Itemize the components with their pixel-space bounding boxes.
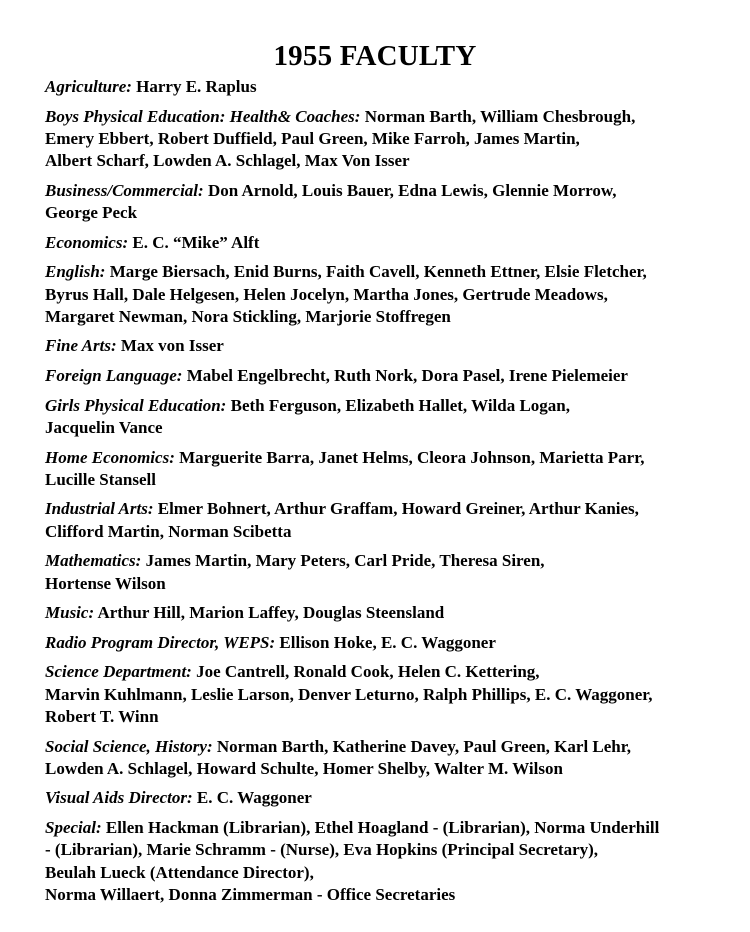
department-label: Music: [45, 603, 95, 623]
faculty-names-line: E. C. “Mike” Alft [132, 232, 260, 252]
faculty-names-line: Albert Scharf, Lowden A. Schlagel, Max Von Isser [45, 151, 410, 171]
department-label: Visual Aids Director: [45, 788, 193, 808]
department-label: Special: [45, 818, 102, 838]
faculty-entry [45, 106, 730, 173]
faculty-names-line: Robert T. Winn [45, 706, 159, 726]
faculty-names-line: Don Arnold, Louis Bauer, Edna Lewis, Glennie Morrow, [207, 180, 617, 200]
faculty-entry [45, 180, 730, 225]
faculty-names-line: Max von Isser [120, 336, 224, 356]
faculty-names-line: James Martin, Mary Peters, Carl Pride, Theresa Siren, [145, 551, 545, 571]
faculty-names-line: Beth Ferguson, Elizabeth Hallet, Wilda Logan, [230, 395, 571, 415]
faculty-names-line: Byrus Hall, Dale Helgesen, Helen Jocelyn, Martha Jones, Gertrude Meadows, [45, 284, 608, 304]
department-label: Fine Arts: [45, 336, 117, 356]
faculty-names-line: Lowden A. Schlagel, Howard Schulte, Homer Shelby, Walter M. Wilson [45, 758, 563, 778]
faculty-names-line: Norman Barth, William Chesbrough, [364, 106, 636, 126]
faculty-names-line: Emery Ebbert, Robert Duffield, Paul Green, Mike Farroh, James Martin, [45, 128, 580, 148]
faculty-entry [45, 632, 730, 654]
faculty-entry [45, 787, 730, 809]
faculty-entry [45, 736, 730, 781]
faculty-names-line: Margaret Newman, Nora Stickling, Marjorie Stoffregen [45, 306, 451, 326]
page-title: 1955 FACULTY [273, 40, 477, 72]
faculty-names-line: Beulah Lueck (Attendance Director), [45, 862, 314, 882]
faculty-entry [45, 335, 730, 357]
faculty-names-line: Ellison Hoke, E. C. Waggoner [279, 632, 496, 652]
faculty-names-line: Hortense Wilson [45, 573, 166, 593]
faculty-names-line: Marge Biersach, Enid Burns, Faith Cavell, Kenneth Ettner, Elsie Fletcher, [109, 262, 647, 282]
department-label: Agriculture: [45, 77, 132, 96]
faculty-names-line: Norman Barth, Katherine Davey, Paul Green, Karl Lehr, [216, 736, 631, 756]
department-label: Boys Physical Education: Health& Coaches: [45, 106, 361, 126]
faculty-names-line: Jacquelin Vance [45, 417, 163, 437]
department-label: Economics: [45, 232, 129, 252]
faculty-names-line: - (Librarian), Marie Schramm - (Nurse), Eva Hopkins (Principal Secretary), [45, 840, 599, 860]
faculty-entry [45, 365, 730, 387]
department-label: Mathematics: [45, 551, 142, 571]
faculty-names-line: Arthur Hill, Marion Laffey, Douglas Steensland [97, 603, 445, 623]
faculty-names-line: Clifford Martin, Norman Scibetta [45, 521, 292, 541]
faculty-names-line: E. C. Waggoner [196, 788, 312, 808]
faculty-entry [45, 395, 730, 440]
faculty-names-line: Norma Willaert, Donna Zimmerman - Office Secretaries [45, 884, 456, 904]
department-label: English: [45, 262, 106, 282]
faculty-entry [45, 498, 730, 543]
faculty-names-line: Marguerite Barra, Janet Helms, Cleora Johnson, Marietta Parr, [179, 447, 645, 467]
faculty-names-line: Ellen Hackman (Librarian), Ethel Hoagland - (Librarian), Norma Underhill [105, 818, 660, 838]
faculty-entry [45, 447, 730, 492]
department-label: Foreign Language: [45, 366, 183, 386]
department-label: Girls Physical Education: [45, 395, 227, 415]
department-label: Home Economics: [45, 447, 175, 467]
faculty-entry [45, 261, 730, 328]
faculty-entry [45, 76, 730, 98]
faculty-entry [45, 817, 730, 906]
faculty-names-line: Marvin Kuhlmann, Leslie Larson, Denver Leturno, Ralph Phillips, E. C. Waggoner, [45, 684, 653, 704]
faculty-entry [45, 550, 730, 595]
faculty-entry [45, 602, 730, 624]
faculty-names-line: Harry E. Raplus [136, 77, 257, 96]
faculty-names-line: Joe Cantrell, Ronald Cook, Helen C. Kettering, [196, 662, 540, 682]
faculty-entry [45, 232, 730, 254]
department-label: Industrial Arts: [45, 499, 154, 519]
faculty-names-line: Elmer Bohnert, Arthur Graffam, Howard Greiner, Arthur Kanies, [157, 499, 639, 519]
department-label: Radio Program Director, WEPS: [45, 632, 276, 652]
faculty-names-line: Lucille Stansell [45, 469, 156, 489]
faculty-list [0, 76, 750, 906]
department-label: Social Science, History: [45, 736, 213, 756]
faculty-entry [45, 661, 730, 728]
department-label: Business/Commercial: [45, 180, 204, 200]
faculty-names-line: Mabel Engelbrecht, Ruth Nork, Dora Pasel, Irene Pielemeier [186, 366, 628, 386]
faculty-names-line: George Peck [45, 203, 138, 223]
department-label: Science Department: [45, 662, 192, 682]
